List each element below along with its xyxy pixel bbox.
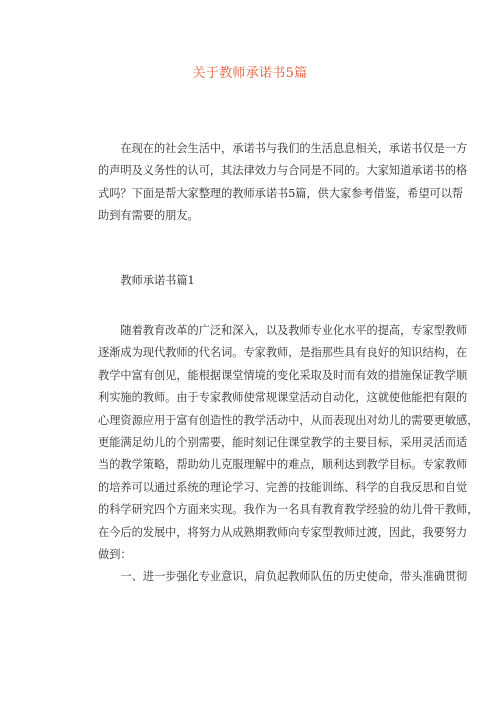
body-paragraph xyxy=(98,320,479,589)
text-line: 助到有需要的朋友。 xyxy=(98,209,199,223)
text-line: 式吗？下面是帮大家整理的教师承诺书5篇，供大家参考借鉴，希望可以帮 xyxy=(98,186,464,200)
text-line: 更能满足幼儿的个别需要，能时刻记住课堂教学的主要目标，采用灵活而适 xyxy=(98,435,468,449)
text-line: 的科学研究四个方面来实现。我作为一名具有教育教学经验的幼儿骨干教师， xyxy=(98,503,479,517)
text-line: 利实施的教师。由于专家教师使常规课堂活动自动化，这就使他能把有限的 xyxy=(98,391,468,405)
section-heading xyxy=(98,270,432,292)
text-line: 随着教育改革的广泛和深入，以及教师专业化水平的提高，专家型教师 xyxy=(98,324,468,337)
text-line: 在今后的发展中，将努力从成熟期教师向专家型教师过渡，因此，我要努力 xyxy=(98,525,468,539)
section-heading-text: 教师承诺书篇1 xyxy=(98,274,195,287)
text-line: 在现在的社会生活中，承诺书与我们的生活息息相关，承诺书仅是一方 xyxy=(98,142,468,155)
text-line: 心理资源应用于富有创造性的教学活动中，从而表现出对幼儿的需要更敏感， xyxy=(98,413,479,427)
text-line: 一、进一步强化专业意识，肩负起教师队伍的历史使命，带头准确贯彻 xyxy=(98,570,468,584)
document-title: 关于教师承诺书5篇 xyxy=(192,66,308,81)
intro-paragraph xyxy=(98,138,468,228)
text-line: 的声明及义务性的认可，其法律效力与合同是不同的。大家知道承诺书的格 xyxy=(98,164,468,178)
text-line: 逐渐成为现代教师的代名词。专家教师，是指那些具有良好的知识结构，在 xyxy=(98,346,468,360)
text-line: 的培养可以通过系统的理论学习、完善的技能训练、科学的自我反思和自觉 xyxy=(98,480,468,494)
text-line: 教学中富有创见，能根据课堂情境的变化采取及时而有效的措施保证教学顺 xyxy=(98,368,468,382)
text-line: 做到： xyxy=(98,547,132,561)
text-line: 当的教学策略，帮助幼儿克服理解中的难点，顺利达到教学目标。专家教师 xyxy=(98,458,468,472)
